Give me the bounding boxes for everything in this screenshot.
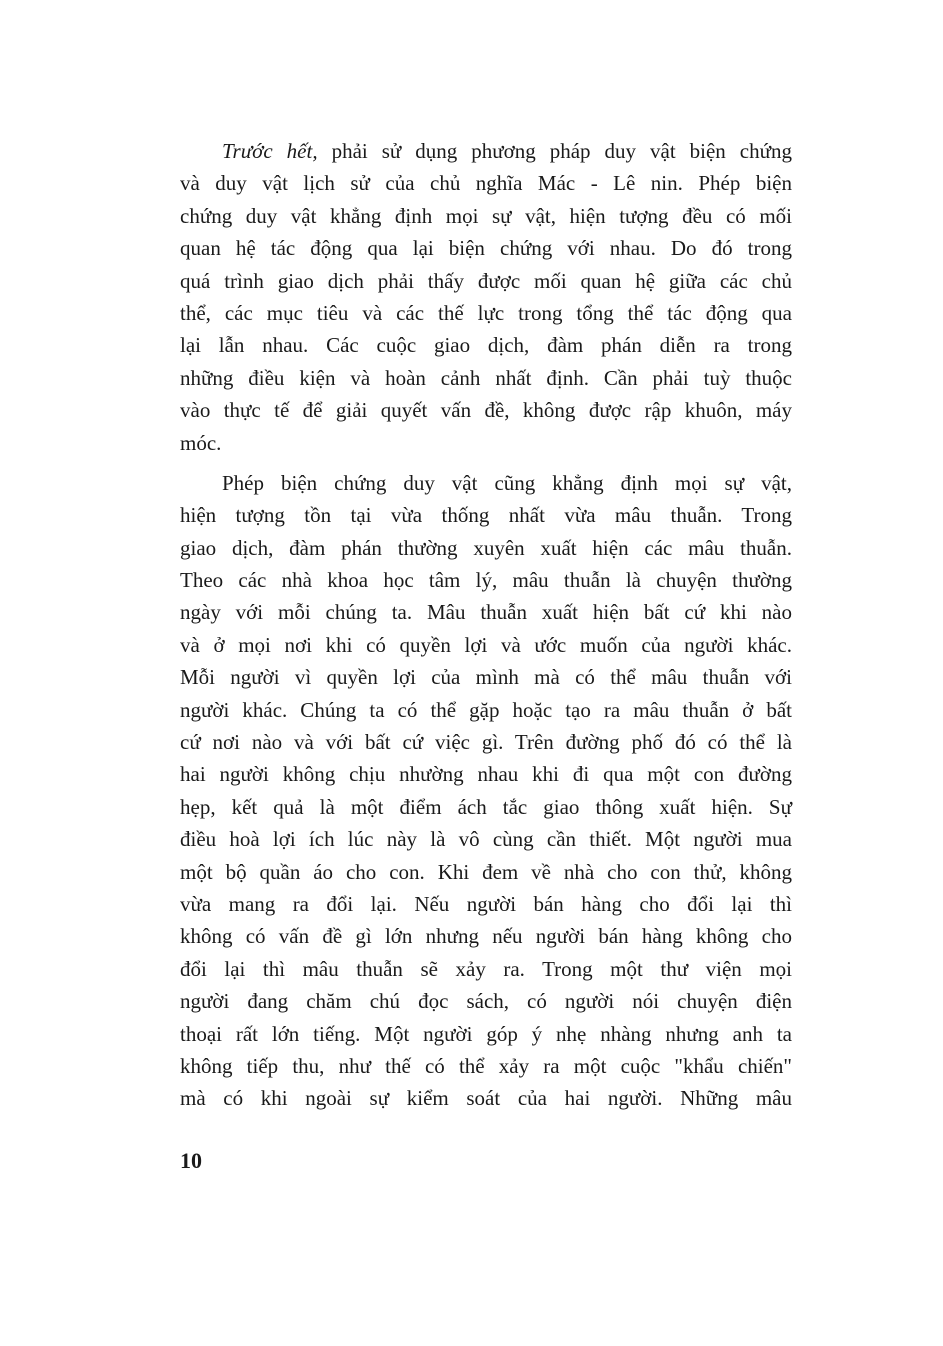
paragraph-1-line-1-rest: phải sử dụng phương pháp duy vật biện chứng [317,139,792,163]
paragraph-2-line-18: thoại rất lớn tiếng. Một người góp ý nhẹ nhàng nhưng anh ta [180,1021,792,1046]
paragraph-2-line-7: Mỗi người vì quyền lợi của mình mà có thể mâu thuẫn với [180,665,792,690]
paragraph-2-line-3: giao dịch, đàm phán thường xuyên xuất hiện các mâu thuẫn. [180,535,792,560]
paragraph-1-line-4: quan hệ tác động qua lại biện chứng với nhau. Do đó trong [180,236,792,261]
paragraph-2-line-4: Theo các nhà khoa học tâm lý, mâu thuẫn là chuyện thường [180,568,792,593]
paragraph-1-line-7: lại lẫn nhau. Các cuộc giao dịch, đàm phán diễn ra trong [180,333,792,358]
paragraph-2-line-20: mà có khi ngoài sự kiểm soát của hai người. Những mâu [180,1086,792,1111]
paragraph-2-line-11: hẹp, kết quả là một điểm ách tắc giao thông xuất hiện. Sự [180,794,792,819]
paragraph-1-line-9: vào thực tế để giải quyết vấn đề, không được rập khuôn, máy [180,398,792,423]
paragraph-2-line-2: hiện tượng tồn tại vừa thống nhất vừa mâu thuẫn. Trong [180,503,792,528]
paragraph-2-line-15: không có vấn đề gì lớn nhưng nếu người bán hàng không cho [180,924,792,949]
paragraph-2-line-8: người khác. Chúng ta có thể gặp hoặc tạo ra mâu thuẫn ở bất [180,697,792,722]
paragraph-1-line-6: thể, các mục tiêu và các thế lực trong tổng thể tác động qua [180,300,792,325]
paragraph-2-line-12: điều hoà lợi ích lúc này là vô cùng cần thiết. Một người mua [180,827,792,852]
paragraph-2-line-14: vừa mang ra đổi lại. Nếu người bán hàng cho đổi lại thì [180,891,792,916]
paragraph-2-line-6: và ở mọi nơi khi có quyền lợi và ước muốn của người khác. [180,632,792,657]
page-number: 10 [180,1148,202,1173]
paragraph-2-line-17: người đang chăm chú đọc sách, có người nói chuyện điện [180,989,792,1014]
paragraph-1-line-8: những điều kiện và hoàn cảnh nhất định. Cần phải tuỳ thuộc [180,365,792,390]
paragraph-2-line-19: không tiếp thu, như thế có thể xảy ra một cuộc "khẩu chiến" [180,1053,792,1078]
paragraph-2-line-16: đổi lại thì mâu thuẫn sẽ xảy ra. Trong một thư viện mọi [180,956,792,981]
paragraph-gap [180,459,792,467]
paragraph-1-line-5: quá trình giao dịch phải thấy được mối quan hệ giữa các chủ [180,268,792,293]
paragraph-2-line-1: Phép biện chứng duy vật cũng khẳng định mọi sự vật, [222,470,792,495]
paragraph-2-line-13: một bộ quần áo cho con. Khi đem về nhà cho con thử, không [180,859,792,884]
body-text [180,135,792,1115]
paragraph-1-line-1 [180,135,792,167]
lead-italic-phrase: Trước hết, [222,139,318,163]
paragraph-1-line-3: chứng duy vật khẳng định mọi sự vật, hiện tượng đều có mối [180,203,792,228]
paragraph-1-line-2: và duy vật lịch sử của chủ nghĩa Mác - Lê nin. Phép biện [180,171,792,196]
paragraph-1-line-10: móc. [180,430,222,455]
paragraph-2-line-9: cứ nơi nào và với bất cứ việc gì. Trên đường phố đó có thể là [180,730,792,755]
paragraph-2-line-5: ngày với mỗi chúng ta. Mâu thuẫn xuất hiện bất cứ khi nào [180,600,792,625]
paragraph-2-line-10: hai người không chịu nhường nhau khi đi qua một con đường [180,762,792,787]
